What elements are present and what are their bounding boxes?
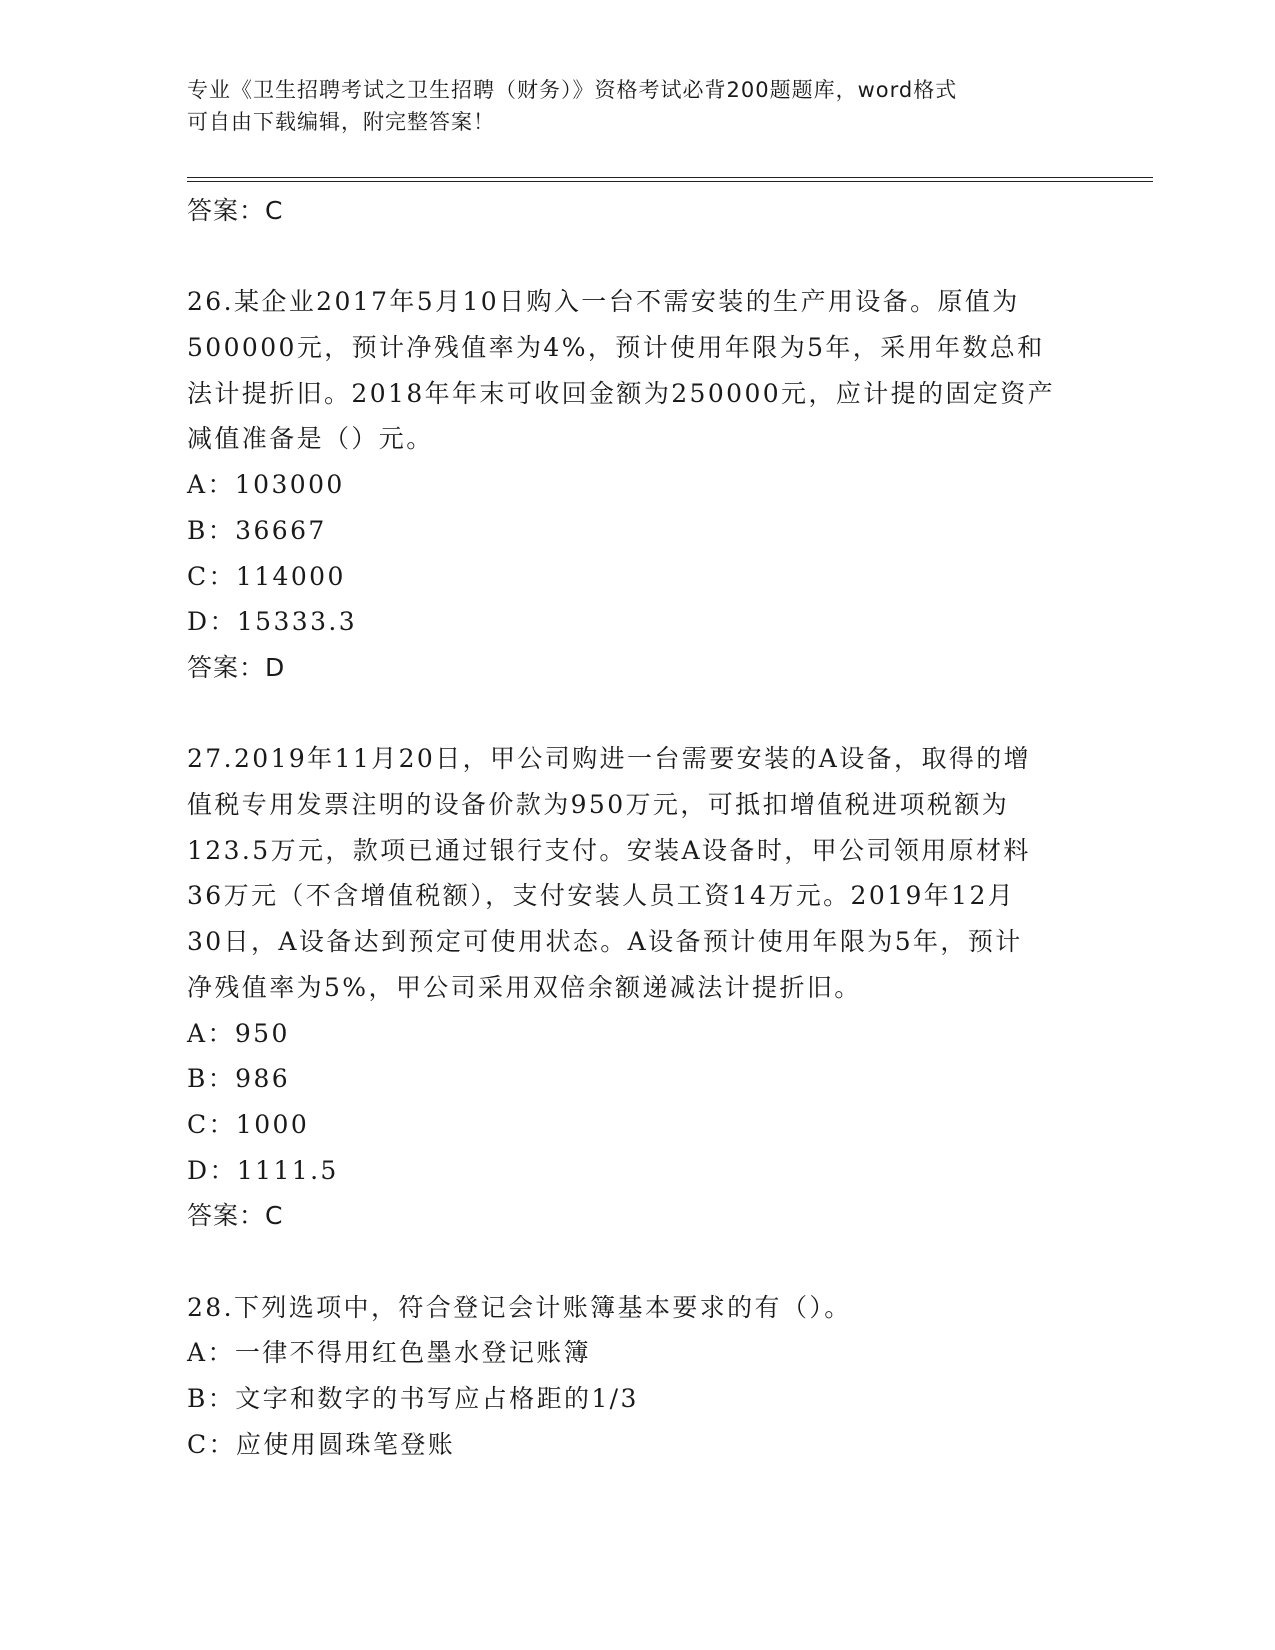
header-line-2: 可自由下载编辑，附完整答案！ — [187, 110, 495, 134]
question-text-line: 123.5万元，款项已通过银行支付。安装A设备时，甲公司领用原材料 — [187, 835, 1031, 865]
question-text-line: 26.某企业2017年5月10日购入一台不需安装的生产用设备。原值为 — [187, 287, 1020, 317]
question-text-line: 500000元，预计净残值率为4%，预计使用年限为5年，采用年数总和 — [187, 333, 1045, 363]
option-a: A：一律不得用红色墨水登记账簿 — [187, 1338, 592, 1368]
question-text-line: 36万元（不含增值税额），支付安装人员工资14万元。2019年12月 — [187, 881, 1016, 911]
question-text-line: 28.下列选项中，符合登记会计账簿基本要求的有（）。 — [187, 1292, 852, 1322]
question-text-line: 减值准备是（）元。 — [187, 424, 434, 454]
question-text-line: 净残值率为5%，甲公司采用双倍余额递减法计提折旧。 — [187, 972, 862, 1002]
question-text-line: 值税专用发票注明的设备价款为950万元，可抵扣增值税进项税额为 — [187, 790, 1010, 819]
option-c: C：1000 — [187, 1109, 310, 1139]
spacer — [187, 1239, 1087, 1285]
option-a: A：950 — [187, 1018, 290, 1048]
question-text-line: 30日，A设备达到预定可使用状态。A设备预计使用年限为5年，预计 — [187, 927, 1023, 957]
option-c: C：应使用圆珠笔登账 — [187, 1429, 456, 1459]
spacer — [187, 234, 1087, 280]
header-divider — [187, 177, 1153, 182]
question-text-line: 法计提折旧。2018年年末可收回金额为250000元，应计提的固定资产 — [187, 378, 1056, 408]
answer: 答案：D — [187, 652, 286, 682]
answer: 答案：C — [187, 1201, 284, 1231]
question-26 — [187, 279, 1087, 690]
option-d: D：15333.3 — [187, 607, 358, 637]
question-list — [187, 188, 1087, 1467]
option-d: D：1111.5 — [187, 1155, 339, 1185]
option-b: B：36667 — [187, 515, 327, 545]
question-28 — [187, 1285, 1087, 1468]
previous-answer: 答案：C — [187, 196, 284, 225]
option-b: B：文字和数字的书写应占格距的1/3 — [187, 1384, 639, 1413]
option-a: A：103000 — [187, 470, 345, 500]
document-header — [187, 74, 1087, 138]
header-line-1: 专业《卫生招聘考试之卫生招聘（财务）》资格考试必背200题题库，word格式 — [187, 78, 958, 102]
question-text-line: 27.2019年11月20日，甲公司购进一台需要安装的A设备，取得的增 — [187, 744, 1032, 774]
option-b: B：986 — [187, 1064, 291, 1094]
option-c: C：114000 — [187, 561, 346, 591]
question-27 — [187, 736, 1087, 1239]
spacer — [187, 691, 1087, 737]
